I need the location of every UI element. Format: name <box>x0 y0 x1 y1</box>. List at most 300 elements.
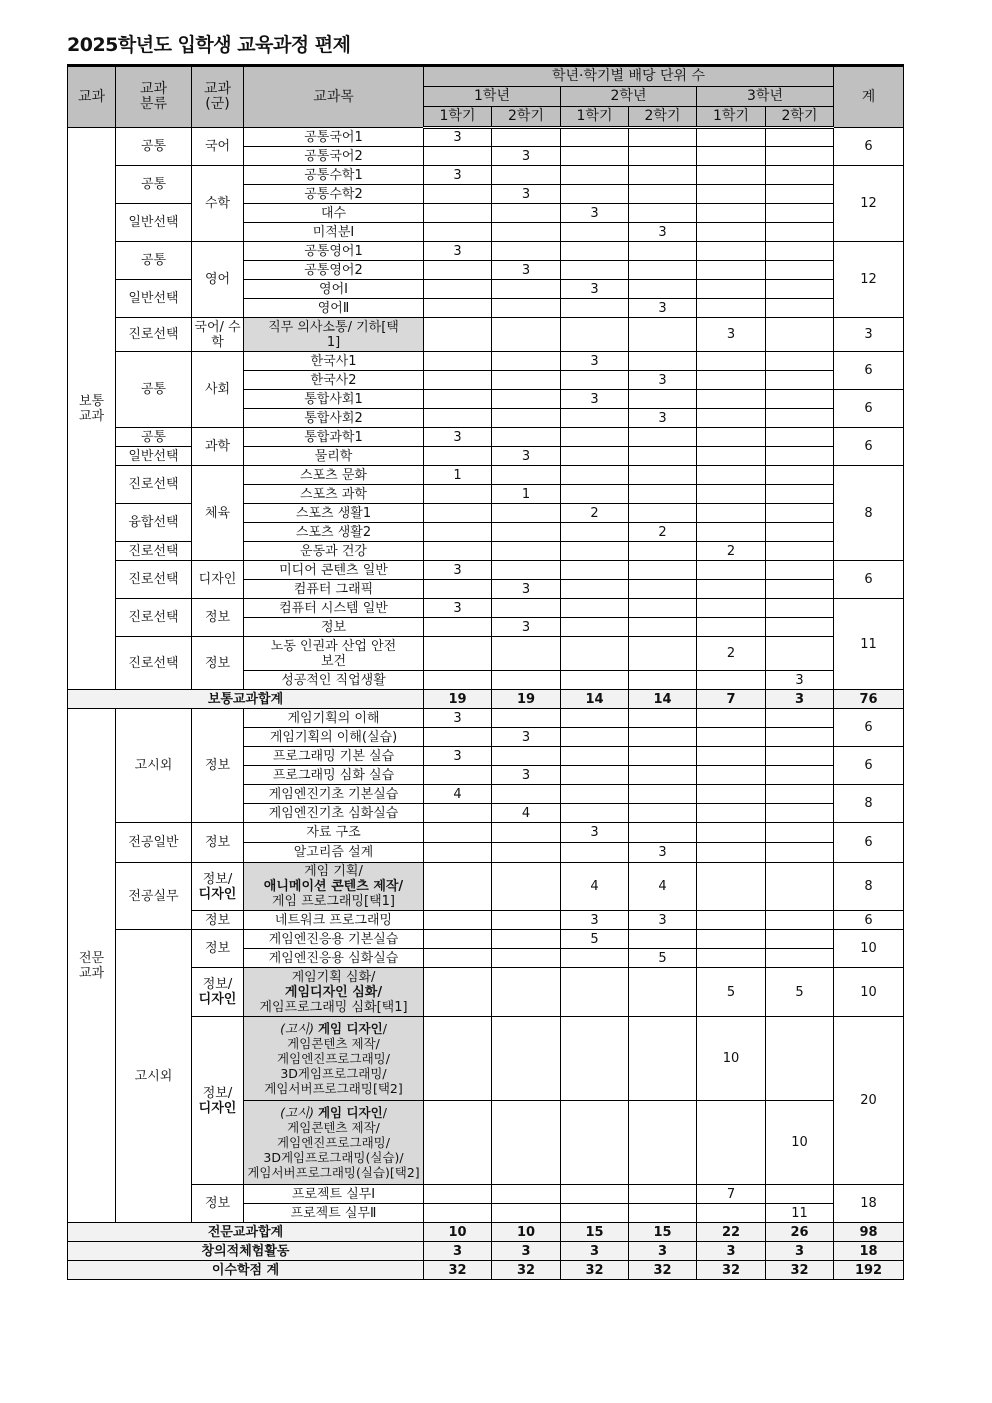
semester-units-cell: 3 <box>766 671 834 690</box>
classification-cell: 진로선택 <box>116 599 192 637</box>
semester-units-cell: 1 <box>424 466 492 485</box>
semester-units-cell: 11 <box>766 1204 834 1223</box>
semester-units-cell <box>697 911 766 930</box>
semester-units-cell <box>697 466 766 485</box>
semester-units-cell <box>629 147 697 166</box>
classification-cell: 진로선택 <box>116 561 192 599</box>
semester-units-cell <box>561 147 629 166</box>
course-line: 게임 프로그래밍[택1] <box>271 894 395 909</box>
semester-units-cell <box>629 823 697 843</box>
semester-units-cell <box>424 911 492 930</box>
semester-units-cell: 3 <box>492 447 561 466</box>
semester-units-cell <box>492 223 561 242</box>
semester-units-cell <box>561 428 629 447</box>
table-row <box>68 561 904 580</box>
group-line: 정보/ <box>202 1085 233 1101</box>
specialized-subtotal-row <box>68 1223 904 1242</box>
semester-units-cell <box>697 280 766 299</box>
semester-units-cell <box>766 949 834 968</box>
semester-units-cell <box>492 599 561 618</box>
semester-units-cell <box>629 1204 697 1223</box>
semester-units-cell <box>561 485 629 504</box>
semester-units-cell <box>424 580 492 599</box>
group-cell <box>192 1017 244 1185</box>
course-line: 게임엔진프로그래밍/ <box>277 1051 390 1066</box>
summary-value: 3 <box>492 1242 561 1261</box>
group-line-bold: 디자인 <box>198 886 237 902</box>
semester-units-cell <box>629 166 697 185</box>
semester-units-cell <box>766 709 834 728</box>
summary-value: 3 <box>629 1242 697 1261</box>
course-cell: 게임기획의 이해 <box>244 709 424 728</box>
semester-units-cell <box>697 147 766 166</box>
total-cell: 11 <box>834 599 904 690</box>
semester-units-cell <box>424 318 492 352</box>
course-line-bold: 게임 디자인 <box>317 1105 383 1120</box>
summary-value: 32 <box>561 1261 629 1280</box>
semester-units-cell <box>561 843 629 863</box>
semester-units-cell <box>697 728 766 747</box>
semester-units-cell <box>424 843 492 863</box>
group-cell: 국어/ 수학 <box>192 318 244 352</box>
semester-units-cell <box>561 185 629 204</box>
semester-units-cell <box>424 409 492 428</box>
semester-units-cell <box>697 843 766 863</box>
group-cell: 디자인 <box>192 561 244 599</box>
summary-total: 192 <box>834 1261 904 1280</box>
group-cell: 정보 <box>192 823 244 863</box>
semester-units-cell <box>629 280 697 299</box>
semester-units-cell <box>766 766 834 785</box>
table-row <box>68 1017 904 1101</box>
semester-units-cell <box>766 485 834 504</box>
semester-units-cell <box>561 580 629 599</box>
semester-units-cell <box>766 261 834 280</box>
semester-units-cell <box>629 968 697 1017</box>
header-year-1: 1학년 <box>424 87 561 107</box>
semester-units-cell: 3 <box>561 280 629 299</box>
summary-value: 3 <box>766 1242 834 1261</box>
course-cell: 미디어 콘텐츠 일반 <box>244 561 424 580</box>
course-line-1: (고시) 게임 디자인/ <box>280 1105 387 1120</box>
semester-units-cell <box>697 352 766 371</box>
group-cell: 체육 <box>192 466 244 561</box>
semester-units-cell <box>492 466 561 485</box>
course-cell: 노동 인권과 산업 안전 보건 <box>244 637 424 671</box>
semester-units-cell <box>697 580 766 599</box>
classification-cell: 전공일반 <box>116 823 192 863</box>
semester-units-cell <box>561 371 629 390</box>
semester-units-cell: 3 <box>697 318 766 352</box>
course-cell <box>244 1017 424 1101</box>
semester-units-cell <box>492 409 561 428</box>
semester-units-cell <box>492 709 561 728</box>
semester-units-cell <box>766 911 834 930</box>
summary-label: 보통교과합계 <box>68 690 424 709</box>
semester-units-cell <box>492 843 561 863</box>
semester-units-cell <box>766 580 834 599</box>
group-line: 정보/ <box>202 977 233 992</box>
summary-value: 10 <box>492 1223 561 1242</box>
semester-units-cell <box>424 804 492 823</box>
semester-units-cell <box>629 204 697 223</box>
semester-units-cell <box>766 1185 834 1204</box>
semester-units-cell <box>629 390 697 409</box>
table-row <box>68 352 904 371</box>
semester-units-cell <box>766 352 834 371</box>
section-specialized-label: 전문 교과 <box>68 709 116 1223</box>
group-line: 정보/ <box>202 871 233 887</box>
semester-units-cell <box>492 968 561 1017</box>
grand-total-row <box>68 1261 904 1280</box>
classification-cell: 일반선택 <box>116 280 192 318</box>
course-cell: 통합사회2 <box>244 409 424 428</box>
semester-units-cell: 1 <box>492 485 561 504</box>
semester-units-cell <box>424 618 492 637</box>
semester-units-cell <box>424 728 492 747</box>
total-cell: 18 <box>834 1185 904 1223</box>
group-cell: 정보 <box>192 911 244 930</box>
semester-units-cell <box>697 299 766 318</box>
total-cell: 6 <box>834 709 904 747</box>
course-cell: 게임엔진기초 기본실습 <box>244 785 424 804</box>
semester-units-cell <box>766 447 834 466</box>
summary-value: 15 <box>561 1223 629 1242</box>
semester-units-cell: 3 <box>629 911 697 930</box>
semester-units-cell <box>492 390 561 409</box>
header-y2-s2: 2학기 <box>629 107 697 128</box>
classification-cell: 공통 <box>116 166 192 204</box>
semester-units-cell <box>561 261 629 280</box>
classification-cell: 공통 <box>116 242 192 280</box>
semester-units-cell: 2 <box>697 542 766 561</box>
course-cell <box>244 968 424 1017</box>
semester-units-cell <box>629 466 697 485</box>
semester-units-cell <box>492 128 561 147</box>
course-line: 게임 기획/ <box>304 864 363 879</box>
summary-value: 32 <box>492 1261 561 1280</box>
semester-units-cell <box>561 785 629 804</box>
creative-activities-row <box>68 1242 904 1261</box>
semester-units-cell <box>561 466 629 485</box>
table-row <box>68 709 904 728</box>
course-cell: 프로그래밍 심화 실습 <box>244 766 424 785</box>
semester-units-cell <box>561 409 629 428</box>
semester-units-cell: 3 <box>629 371 697 390</box>
table-row <box>68 166 904 185</box>
semester-units-cell <box>561 599 629 618</box>
header-year-2: 2학년 <box>561 87 697 107</box>
course-line-bold: 게임 디자인 <box>317 1021 383 1036</box>
semester-units-cell <box>492 911 561 930</box>
total-cell: 8 <box>834 785 904 823</box>
semester-units-cell <box>492 371 561 390</box>
semester-units-cell: 3 <box>492 580 561 599</box>
semester-units-cell <box>424 523 492 542</box>
group-cell: 정보 <box>192 599 244 637</box>
semester-units-cell <box>697 261 766 280</box>
semester-units-cell <box>766 561 834 580</box>
semester-units-cell <box>697 504 766 523</box>
semester-units-cell <box>697 618 766 637</box>
semester-units-cell <box>492 318 561 352</box>
semester-units-cell <box>766 599 834 618</box>
semester-units-cell <box>697 1101 766 1185</box>
course-cell: 스포츠 생활1 <box>244 504 424 523</box>
summary-total: 76 <box>834 690 904 709</box>
course-cell: 스포츠 과학 <box>244 485 424 504</box>
classification-cell: 공통 <box>116 128 192 166</box>
semester-units-cell <box>629 747 697 766</box>
semester-units-cell <box>424 1017 492 1101</box>
course-cell: 대수 <box>244 204 424 223</box>
group-cell: 정보 <box>192 709 244 823</box>
course-line: 게임콘텐츠 제작/ <box>287 1036 380 1051</box>
total-cell: 12 <box>834 242 904 318</box>
semester-units-cell <box>629 318 697 352</box>
semester-units-cell: 2 <box>629 523 697 542</box>
semester-units-cell <box>424 504 492 523</box>
summary-value: 10 <box>424 1223 492 1242</box>
semester-units-cell: 2 <box>561 504 629 523</box>
semester-units-cell <box>629 671 697 690</box>
total-cell: 20 <box>834 1017 904 1185</box>
course-cell: 영어Ⅰ <box>244 280 424 299</box>
semester-units-cell <box>561 747 629 766</box>
semester-units-cell <box>561 637 629 671</box>
group-cell <box>192 863 244 911</box>
semester-units-cell <box>492 785 561 804</box>
course-line-bold: 게임디자인 심화/ <box>284 984 383 1000</box>
course-cell: 공통수학2 <box>244 185 424 204</box>
course-cell: 게임엔진응용 심화실습 <box>244 949 424 968</box>
semester-units-cell <box>424 204 492 223</box>
semester-units-cell <box>629 504 697 523</box>
semester-units-cell: 3 <box>424 428 492 447</box>
summary-value: 3 <box>697 1242 766 1261</box>
summary-value: 14 <box>629 690 697 709</box>
semester-units-cell: 3 <box>629 843 697 863</box>
course-line: 게임엔진프로그래밍/ <box>277 1135 390 1150</box>
total-cell: 12 <box>834 166 904 242</box>
semester-units-cell <box>697 409 766 428</box>
semester-units-cell <box>766 785 834 804</box>
semester-units-cell <box>697 561 766 580</box>
semester-units-cell <box>766 428 834 447</box>
header-units-by-semester: 학년·학기별 배당 단위 수 <box>424 66 834 87</box>
semester-units-cell <box>629 599 697 618</box>
course-line: 게임프로그래밍 심화[택1] <box>259 999 408 1015</box>
table-row <box>68 128 904 147</box>
semester-units-cell <box>766 409 834 428</box>
total-cell: 8 <box>834 863 904 911</box>
classification-cell: 전공실무 <box>116 863 192 930</box>
group-cell: 정보 <box>192 1185 244 1223</box>
semester-units-cell <box>561 968 629 1017</box>
semester-units-cell <box>766 728 834 747</box>
course-cell: 프로젝트 실무Ⅰ <box>244 1185 424 1204</box>
semester-units-cell <box>697 204 766 223</box>
notice-prefix: (고시) <box>280 1021 314 1036</box>
semester-units-cell <box>697 428 766 447</box>
semester-units-cell <box>424 299 492 318</box>
group-cell: 영어 <box>192 242 244 318</box>
semester-units-cell <box>492 166 561 185</box>
semester-units-cell <box>424 766 492 785</box>
total-cell: 6 <box>834 911 904 930</box>
semester-units-cell <box>766 371 834 390</box>
course-cell: 게임기획의 이해(실습) <box>244 728 424 747</box>
summary-value: 22 <box>697 1223 766 1242</box>
semester-units-cell <box>766 318 834 352</box>
semester-units-cell <box>629 447 697 466</box>
semester-units-cell <box>492 299 561 318</box>
course-cell: 자료 구조 <box>244 823 424 843</box>
section-general-label: 보통 교과 <box>68 128 116 690</box>
semester-units-cell <box>492 1204 561 1223</box>
semester-units-cell <box>766 280 834 299</box>
group-line-bold: 디자인 <box>198 1100 237 1116</box>
semester-units-cell <box>629 352 697 371</box>
classification-cell: 진로선택 <box>116 466 192 504</box>
semester-units-cell <box>766 466 834 485</box>
semester-units-cell: 4 <box>561 863 629 911</box>
header-y1-s2: 2학기 <box>492 107 561 128</box>
course-cell: 물리학 <box>244 447 424 466</box>
semester-units-cell <box>561 318 629 352</box>
semester-units-cell: 3 <box>561 204 629 223</box>
group-cell <box>192 968 244 1017</box>
semester-units-cell: 3 <box>561 911 629 930</box>
table-row <box>68 637 904 671</box>
semester-units-cell <box>766 843 834 863</box>
semester-units-cell: 3 <box>492 728 561 747</box>
semester-units-cell <box>766 863 834 911</box>
semester-units-cell: 3 <box>561 823 629 843</box>
semester-units-cell <box>629 709 697 728</box>
summary-value: 15 <box>629 1223 697 1242</box>
course-cell: 공통영어1 <box>244 242 424 261</box>
semester-units-cell <box>424 261 492 280</box>
semester-units-cell <box>561 561 629 580</box>
course-cell: 프로그래밍 기본 실습 <box>244 747 424 766</box>
summary-value: 19 <box>424 690 492 709</box>
semester-units-cell: 3 <box>492 766 561 785</box>
summary-value: 3 <box>561 1242 629 1261</box>
summary-value: 7 <box>697 690 766 709</box>
course-cell: 공통수학1 <box>244 166 424 185</box>
semester-units-cell <box>424 223 492 242</box>
total-cell: 8 <box>834 466 904 561</box>
semester-units-cell <box>629 785 697 804</box>
semester-units-cell <box>492 204 561 223</box>
semester-units-cell <box>561 766 629 785</box>
semester-units-cell <box>629 637 697 671</box>
semester-units-cell <box>561 166 629 185</box>
table-row <box>68 968 904 1017</box>
table-row <box>68 242 904 261</box>
total-cell: 6 <box>834 428 904 466</box>
total-cell: 6 <box>834 823 904 863</box>
semester-units-cell <box>697 242 766 261</box>
semester-units-cell: 3 <box>424 166 492 185</box>
course-cell: 통합사회1 <box>244 390 424 409</box>
semester-units-cell <box>697 804 766 823</box>
semester-units-cell <box>629 618 697 637</box>
course-cell: 컴퓨터 그래픽 <box>244 580 424 599</box>
semester-units-cell <box>492 823 561 843</box>
semester-units-cell <box>766 185 834 204</box>
course-cell: 게임엔진기초 심화실습 <box>244 804 424 823</box>
total-cell: 6 <box>834 390 904 428</box>
course-cell: 직무 의사소통/ 기하[택1] <box>244 318 424 352</box>
course-cell: 알고리즘 설계 <box>244 843 424 863</box>
group-cell: 수학 <box>192 166 244 242</box>
classification-cell: 진로선택 <box>116 637 192 690</box>
course-cell: 한국사1 <box>244 352 424 371</box>
course-cell <box>244 1101 424 1185</box>
total-cell: 6 <box>834 128 904 166</box>
semester-units-cell <box>492 352 561 371</box>
semester-units-cell <box>629 580 697 599</box>
semester-units-cell <box>697 671 766 690</box>
summary-label: 이수학점 계 <box>68 1261 424 1280</box>
course-cell: 스포츠 생활2 <box>244 523 424 542</box>
semester-units-cell <box>697 863 766 911</box>
semester-units-cell <box>629 766 697 785</box>
total-cell: 10 <box>834 968 904 1017</box>
semester-units-cell <box>766 804 834 823</box>
semester-units-cell <box>629 1185 697 1204</box>
semester-units-cell <box>561 709 629 728</box>
semester-units-cell <box>561 804 629 823</box>
semester-units-cell <box>492 523 561 542</box>
semester-units-cell <box>697 371 766 390</box>
table-row <box>68 823 904 843</box>
semester-units-cell <box>424 823 492 843</box>
semester-units-cell <box>492 747 561 766</box>
group-cell: 사회 <box>192 352 244 428</box>
semester-units-cell: 3 <box>492 261 561 280</box>
summary-value: 32 <box>629 1261 697 1280</box>
semester-units-cell: 3 <box>424 747 492 766</box>
classification-cell: 공통 <box>116 428 192 447</box>
semester-units-cell: 2 <box>697 637 766 671</box>
semester-units-cell <box>561 728 629 747</box>
semester-units-cell <box>766 299 834 318</box>
semester-units-cell <box>697 599 766 618</box>
table-row <box>68 911 904 930</box>
semester-units-cell <box>424 1185 492 1204</box>
semester-units-cell <box>492 428 561 447</box>
semester-units-cell <box>492 542 561 561</box>
course-line-1: (고시) 게임 디자인/ <box>280 1021 387 1036</box>
course-cell: 운동과 건강 <box>244 542 424 561</box>
summary-value: 26 <box>766 1223 834 1242</box>
semester-units-cell <box>492 930 561 949</box>
classification-cell: 고시외 <box>116 709 192 823</box>
course-cell: 공통국어1 <box>244 128 424 147</box>
semester-units-cell <box>561 1017 629 1101</box>
semester-units-cell <box>424 371 492 390</box>
header-y3-s1: 1학기 <box>697 107 766 128</box>
summary-total: 18 <box>834 1242 904 1261</box>
course-line: 게임콘텐츠 제작/ <box>287 1120 380 1135</box>
semester-units-cell <box>766 930 834 949</box>
semester-units-cell: 10 <box>697 1017 766 1101</box>
semester-units-cell: 4 <box>492 804 561 823</box>
semester-units-cell <box>766 223 834 242</box>
